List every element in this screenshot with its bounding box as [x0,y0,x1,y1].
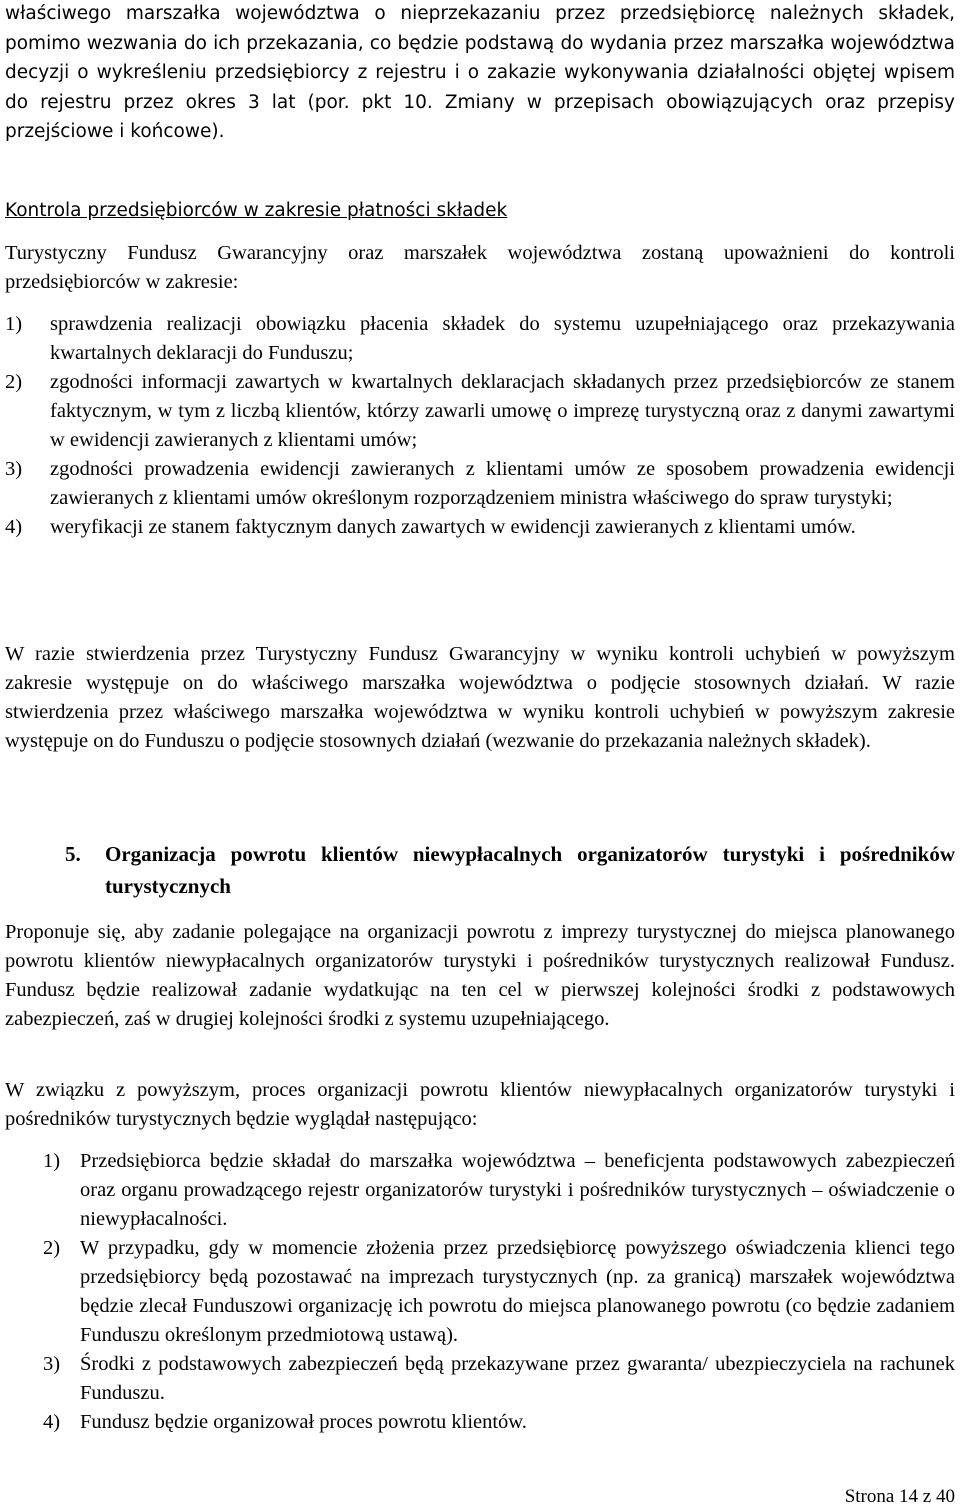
list-item [5,455,955,513]
list-item [5,513,955,542]
control-list [5,310,955,542]
section5-number: 5. [65,842,81,866]
list-item-number: 1) [43,1150,61,1172]
list-item-text: W przypadku, gdy w momencie złożenia przez przedsiębiorcę powyższego oświadczenia klienci tego przedsiębiorcy będą pozostawać na imprezach turystycznych (np. za granicą) marszałek województwa będzie zlecał Funduszowi organizację ich powrotu do miejsca planowanego powrotu (co będzie zadaniem Funduszu określonym przedmiotową ustawą). [80,1237,955,1346]
page-number-footer: Strona 14 z 40 [844,1486,955,1507]
list-item [5,310,955,368]
list-item-text: zgodności informacji zawartych w kwartalnych deklaracjach składanych przez przedsiębiorców ze stanem faktycznym, w tym z liczbą klientów, którzy zawarli umowę o imprezę turystyczną oraz z danymi zawartymi w ewidencji zawieranych z klientami umów; [50,371,955,451]
control-intro-paragraph: Turystyczny Fundusz Gwarancyjny oraz marszałek województwa zostaną upoważnieni do kontroli przedsiębiorców w zakresie: [5,242,955,293]
list-item-number: 3) [43,1353,61,1375]
control-outcome-block [5,640,955,756]
control-outcome-paragraph: W razie stwierdzenia przez Turystyczny Fundusz Gwarancyjny w wyniku kontroli uchybień w powyższym zakresie występuje on do właściwego marszałka województwa o podjęcie stosownych działań. W razie stwierdzenia przez właściwego marszałka województwa w wyniku kontroli uchybień w powyższym zakresie występuje on do Funduszu o podjęcie stosownych działań (wezwanie do przekazania należnych składek). [5,643,955,752]
list-item-text: Przedsiębiorca będzie składał do marszałka województwa – beneficjenta podstawowych zabezpieczeń oraz organu prowadzącego rejestr organizatorów turystyki i pośredników turystycznych – oświadczenie o niewypłacalności. [80,1150,955,1230]
section5-paragraph2-block [5,1076,955,1134]
control-heading-block [5,196,955,225]
section5-list [5,1147,955,1437]
list-item [5,368,955,455]
list-item-text: Środki z podstawowych zabezpieczeń będą przekazywane przez gwaranta/ ubezpieczyciela na rachunek Funduszu. [80,1353,955,1404]
list-item [5,1350,955,1408]
control-section-heading: Kontrola przedsiębiorców w zakresie płatności składek [5,200,508,221]
list-item [5,1408,955,1437]
list-item-text: sprawdzenia realizacji obowiązku płacenia składek do systemu uzupełniającego oraz przekazywania kwartalnych deklaracji do Funduszu; [50,313,955,364]
section5-paragraph2: W związku z powyższym, proces organizacji powrotu klientów niewypłacalnych organizatorów turystyki i pośredników turystycznych będzie wyglądał następująco: [5,1079,955,1130]
list-item-number: 2) [5,371,23,393]
list-item-number: 2) [43,1237,61,1259]
list-item-number: 4) [5,516,23,538]
control-intro-block [5,239,955,297]
list-item-number: 4) [43,1411,61,1433]
list-item-text: zgodności prowadzenia ewidencji zawieranych z klientami umów ze sposobem prowadzenia ewidencji zawieranych z klientami umów określonym rozporządzeniem ministra właściwego do spraw turystyki; [50,458,955,509]
section5-paragraph1: Proponuje się, aby zadanie polegające na organizacji powrotu z imprezy turystycznej do miejsca planowanego powrotu klientów niewypłacalnych organizatorów turystyki i pośredników turystycznych realizował Fundusz. Fundusz będzie realizował zadanie wydatkując na ten cel w pierwszej kolejności środki z podstawowych zabezpieczeń, zaś w drugiej kolejności środki z systemu uzupełniającego. [5,921,955,1030]
list-item-number: 3) [5,458,23,480]
list-item [5,1147,955,1234]
section5-paragraph1-block [5,918,955,1034]
list-item-text: weryfikacji ze stanem faktycznym danych zawartych w ewidencji zawieranych z klientami umów. [50,516,856,538]
list-item-text: Fundusz będzie organizował proces powrotu klientów. [80,1411,527,1433]
list-item-number: 1) [5,313,23,335]
section5-heading [65,838,955,902]
intro-paragraph-block [5,0,955,147]
list-item [5,1234,955,1350]
section5-title: Organizacja powrotu klientów niewypłacalnych organizatorów turystyki i pośredników turystycznych [105,842,955,898]
intro-paragraph: właściwego marszałka województwa o nieprzekazaniu przez przedsiębiorcę należnych składek, pomimo wezwania do ich przekazania, co będzie podstawą do wydania przez marszałka województwa decyzji o wykreśleniu przedsiębiorcy z rejestru i o zakazie wykonywania działalności objętej wpisem do rejestru przez okres 3 lat (por. pkt 10. Zmiany w przepisach obowiązujących oraz przepisy przejściowe i końcowe). [5,3,955,142]
